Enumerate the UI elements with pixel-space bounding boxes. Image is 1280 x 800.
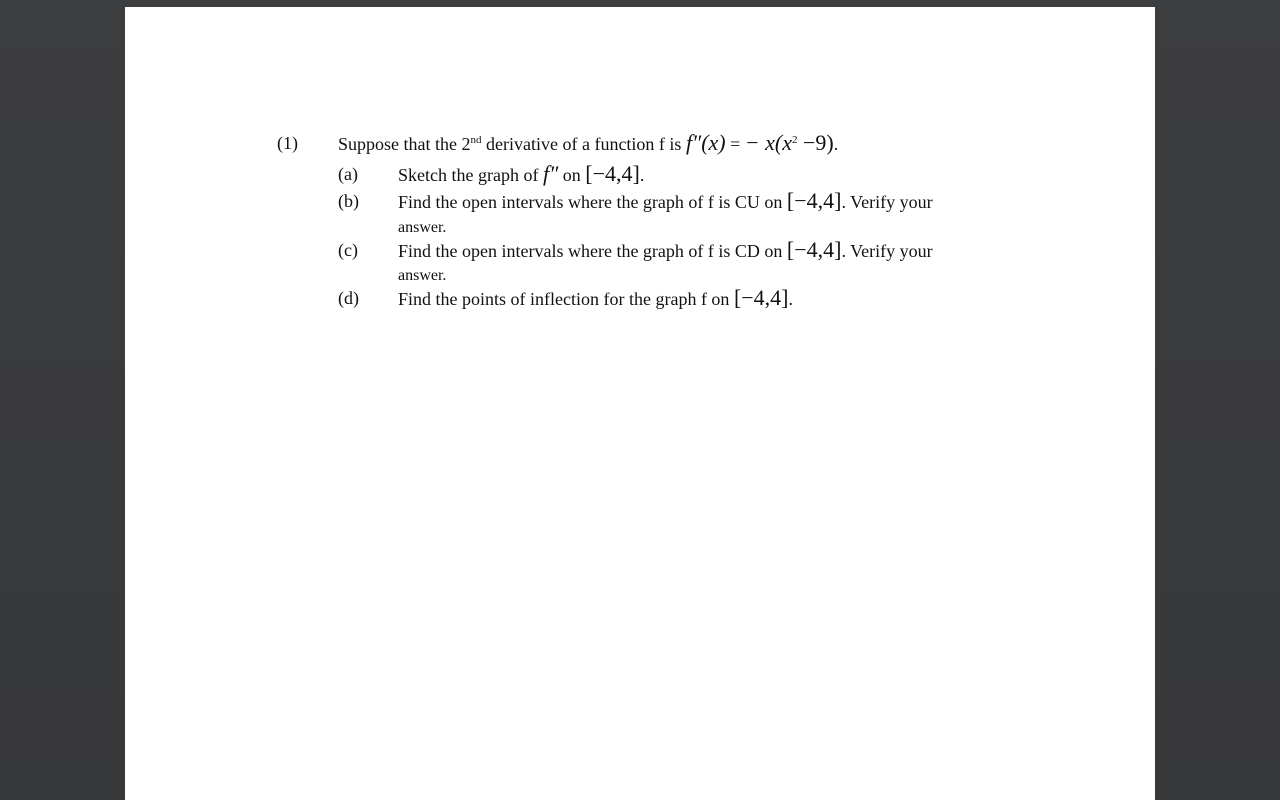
document-page [125,7,1155,800]
part-c-interval: [−4,4] [786,237,842,262]
part-c-continuation: answer. [398,267,447,284]
part-d-text-a: Find the points of inflection for the graph f on [398,289,734,309]
part-b-continuation: answer. [398,219,447,236]
part-a-label: (a) [338,164,358,184]
part-b-text-a: Find the open intervals where the graph of f is CU on [398,192,787,212]
part-d-label: (d) [338,288,359,308]
part-c-label: (c) [338,240,358,260]
part-b-text [398,190,933,213]
part-d-interval: [−4,4] [733,285,789,310]
part-d-end: . [788,289,793,309]
equation-equals: = [725,134,745,154]
part-a-text-a: Sketch the graph of [398,165,543,185]
problem-intro-text-2: derivative of a function f is [481,134,686,154]
part-d-text [398,287,793,310]
part-a-math: f″ [542,161,559,186]
equation-rhs-a: − x(x [744,130,792,155]
part-a-text [398,163,644,186]
problem-number: (1) [277,133,298,153]
problem-intro-superscript: nd [470,134,482,146]
equation-exponent: 2 [792,134,798,146]
part-c-text-a: Find the open intervals where the graph of f is CD on [398,241,787,261]
equation-end: . [833,134,839,154]
part-c-text-b: . Verify your [841,241,933,261]
problem-intro-text: Suppose that the 2 [338,134,471,154]
problem-statement [338,132,838,155]
part-b-label: (b) [338,191,359,211]
equation-rhs-b: −9) [797,130,834,155]
part-b-text-b: . Verify your [841,192,933,212]
part-a-text-b: on [558,165,586,185]
part-a-interval: [−4,4] [585,161,640,186]
equation-lhs: f″(x) [685,130,726,155]
part-b-interval: [−4,4] [786,188,842,213]
part-a-end: . [639,165,645,185]
part-c-text [398,239,933,262]
